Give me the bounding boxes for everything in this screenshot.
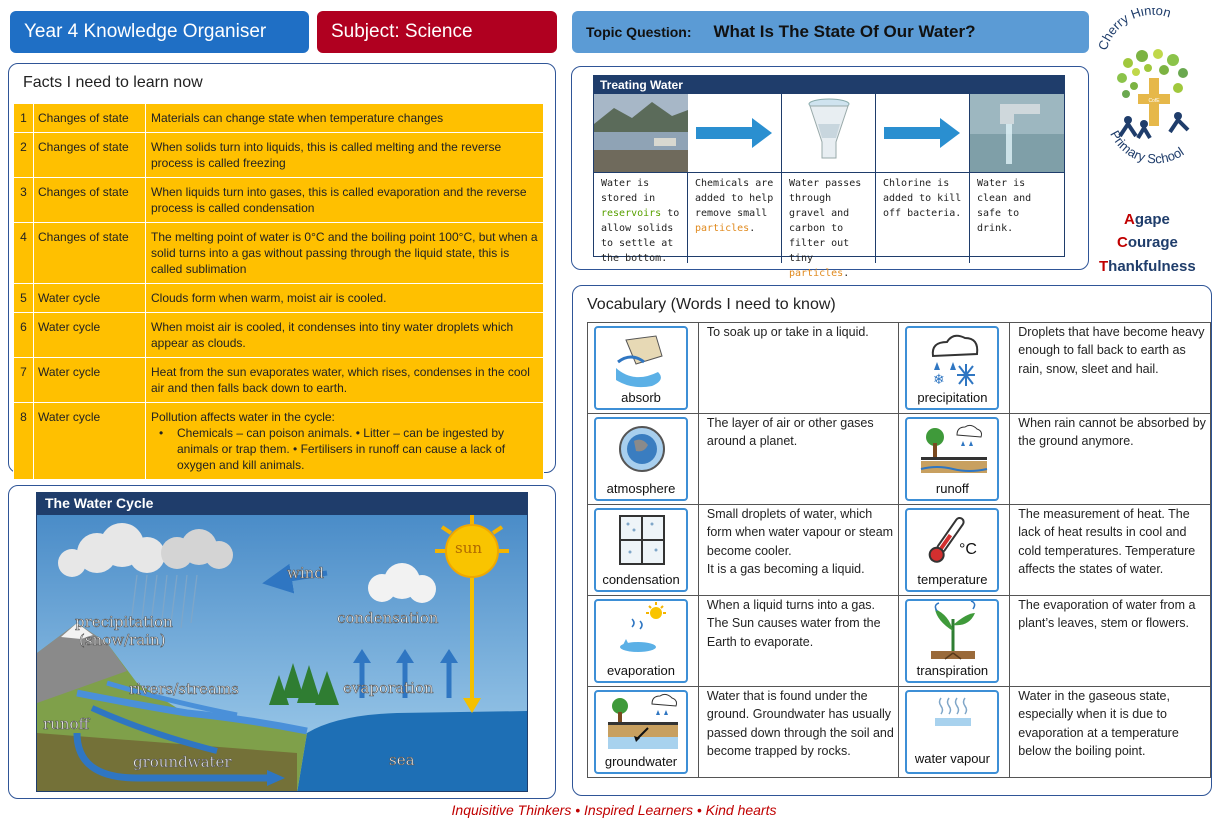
precipitation-card: ❄ precipitation [905, 326, 999, 410]
vocab-definition: Water that is found under the ground. Groundwater has usually passed down through the soil and become trapped by rocks. [698, 687, 899, 778]
water-cycle-panel [8, 485, 556, 799]
topic-question-text: What Is The State Of Our Water? [713, 22, 976, 41]
facts-panel [8, 63, 556, 473]
temperature-card: °C temperature [905, 508, 999, 592]
treating-water-images [594, 94, 1064, 172]
vocab-row [588, 414, 1211, 505]
filter-image [782, 94, 876, 172]
vocab-definition: Water in the gaseous state, especially when it is due to evaporation at a temperature below the boiling point. [1010, 687, 1211, 778]
label-precipitation-sub: (snow/rain) [79, 631, 166, 649]
fact-row: 5 Water cycle Clouds form when warm, moist air is cooled. [14, 284, 544, 313]
fact-row: 3 Changes of state When liquids turn into gases, this is called evaporation and the reverse process is called condensation [14, 178, 544, 223]
footer-tagline: Inquisitive Thinkers • Inspired Learners • Kind hearts [451, 802, 777, 818]
treating-water-steps [594, 172, 1064, 279]
svg-text:Cherry Hinton [1098, 8, 1173, 52]
vocab-definition: When a liquid turns into a gas. The Sun causes water from the Earth to evaporate. [698, 596, 899, 687]
vocab-definition: The measurement of heat. The lack of heat results in cool and cold temperatures. Temperature affects the states of water. [1010, 505, 1211, 596]
svg-text:°C: °C [959, 541, 978, 558]
absorb-card: absorb [594, 326, 688, 410]
school-value-courage: Courage [1117, 234, 1178, 251]
facts-title: Facts I need to learn now [23, 74, 203, 91]
vocab-row [588, 505, 1211, 596]
water-vapour-card: water vapour [905, 690, 999, 774]
vocabulary-title: Vocabulary (Words I need to know) [587, 296, 836, 313]
label-wind: wind [287, 564, 324, 582]
logo-badge-text: CofE [1148, 98, 1160, 104]
fact-row: 7 Water cycle Heat from the sun evaporates water, which rises, condenses in the cool air and then falls back down to earth. [14, 358, 544, 403]
treating-water-title: Treating Water [594, 76, 1064, 94]
label-sea: sea [389, 751, 415, 769]
tap-image [970, 94, 1064, 172]
condensation-card: condensation [594, 508, 688, 592]
label-sun: sun [455, 539, 483, 557]
vocab-definition: Droplets that have become heavy enough to fall back to earth as rain, snow, sleet and hail. [1010, 323, 1211, 414]
treating-step: Water is stored in reservoirs to allow solids to settle at the bottom. [594, 172, 688, 263]
label-evaporation: evaporation [343, 679, 434, 697]
treating-step: Water is clean and safe to drink. [970, 172, 1064, 263]
reservoir-image [594, 94, 688, 172]
school-value-thankfulness: Thankfulness [1099, 258, 1196, 275]
evaporation-card: evaporation [594, 599, 688, 683]
vocabulary-panel [572, 285, 1212, 796]
label-rivers: rivers/streams [129, 680, 239, 698]
fact-row: 1 Changes of state Materials can change state when temperature changes [14, 104, 544, 133]
treating-step: Chlorine is added to kill off bacteria. [876, 172, 970, 263]
treating-step: Chemicals are added to help remove small particles. [688, 172, 782, 263]
vocab-row [588, 687, 1211, 778]
vocab-row [588, 323, 1211, 414]
treating-water-panel [571, 66, 1089, 279]
fact-text: Pollution affects water in the cycle: [151, 410, 335, 424]
fact-row: 4 Changes of state The melting point of water is 0°C and the boiling point 100°C, but when a solid turns into a gas without passing through the liquid state, this is called sublimation [14, 223, 544, 284]
fact-row: 8 Water cycle Pollution affects water in the cycle: • Chemicals – can poison animals. • Litter – can be ingested by animals or trap them. • Fertilisers in runoff can cause a lack of oxygen and kill animals. [14, 403, 544, 480]
vocab-row [588, 596, 1211, 687]
subject-badge: Subject: Science [317, 11, 557, 53]
organiser-title: Year 4 Knowledge Organiser [10, 11, 309, 53]
vocab-definition: Small droplets of water, which form when water vapour or steam become cooler. It is a gas becoming a liquid. [698, 505, 899, 596]
vocab-definition: To soak up or take in a liquid. [698, 323, 899, 414]
transpiration-card: transpiration [905, 599, 999, 683]
runoff-card: runoff [905, 417, 999, 501]
topic-question-label: Topic Question: [586, 24, 692, 40]
fact-row: 2 Changes of state When solids turn into liquids, this is called melting and the reverse process is called freezing [14, 133, 544, 178]
vocabulary-table [587, 322, 1211, 778]
atmosphere-card: atmosphere [594, 417, 688, 501]
school-name-top: herry Hinton [1099, 8, 1173, 44]
label-precipitation: precipitation [75, 613, 173, 631]
fact-row: 6 Water cycle When moist air is cooled, it condenses into tiny water droplets which appear as clouds. [14, 313, 544, 358]
vocab-definition: When rain cannot be absorbed by the ground anymore. [1010, 414, 1211, 505]
treating-water-box [593, 75, 1065, 279]
water-cycle-diagram [36, 492, 528, 792]
vocab-definition: The evaporation of water from a plant’s leaves, stem or flowers. [1010, 596, 1211, 687]
arrow-right-icon [688, 94, 782, 172]
label-runoff: runoff [43, 715, 90, 733]
svg-text:❄: ❄ [933, 371, 946, 387]
water-cycle-title: The Water Cycle [37, 493, 527, 515]
arrow-right-icon [876, 94, 970, 172]
treating-step: Water passes through gravel and carbon to filter out tiny particles. [782, 172, 876, 263]
fact-bullet: • Chemicals – can poison animals. • Litter – can be ingested by animals or trap them. • Fertilisers in runoff can cause a lack of oxygen and kill animals. [177, 425, 539, 473]
label-groundwater: groundwater [133, 753, 232, 771]
label-condensation: condensation [337, 609, 439, 627]
groundwater-card: groundwater [594, 690, 688, 774]
vocab-definition: The layer of air or other gases around a planet. [698, 414, 899, 505]
topic-question-bar [572, 11, 1089, 53]
school-value-agape: Agape [1124, 211, 1170, 228]
school-logo [1098, 8, 1208, 188]
school-name-bottom: Primary School [1107, 127, 1187, 167]
facts-table [13, 103, 544, 480]
